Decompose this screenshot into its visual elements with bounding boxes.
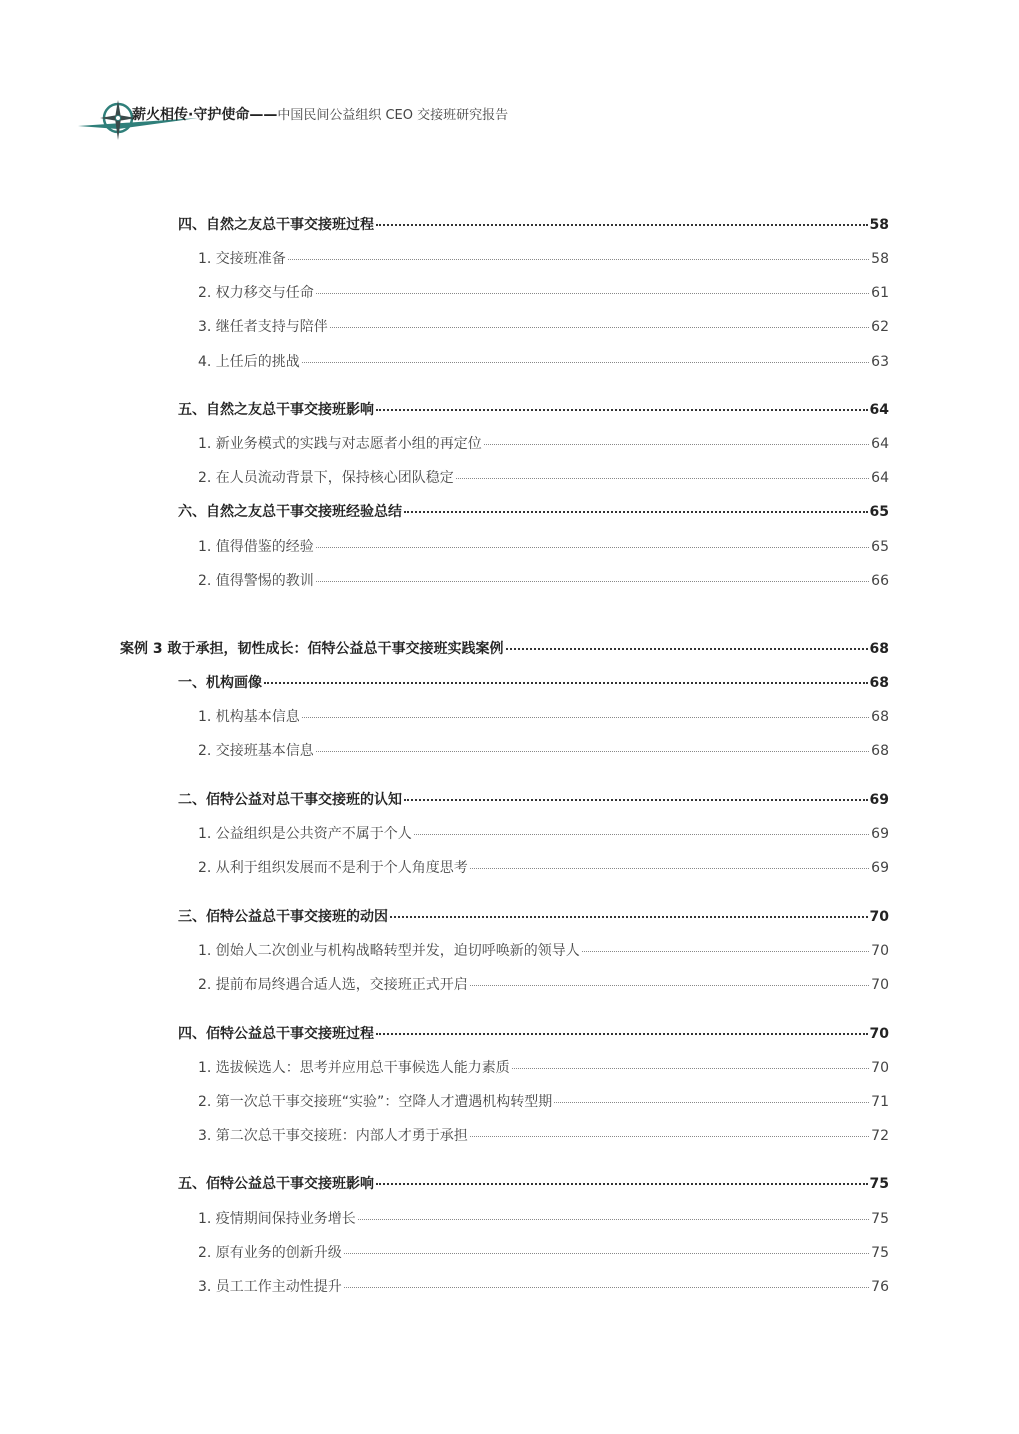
toc-entry-label: 3. 第二次总干事交接班：内部人才勇于承担: [198, 1128, 468, 1144]
toc-subsection-entry[interactable]: [198, 249, 889, 269]
toc-subsection-entry[interactable]: [198, 741, 889, 761]
toc-subsection-entry[interactable]: [198, 1092, 889, 1112]
toc-subsection-entry[interactable]: [198, 434, 889, 454]
toc-page-number: 72: [871, 1128, 889, 1144]
toc-section-entry[interactable]: [178, 1174, 889, 1194]
toc-page-number: 70: [871, 1060, 889, 1076]
toc-entry-label: 3. 继任者支持与陪伴: [198, 319, 328, 335]
toc-subsection-entry[interactable]: [198, 468, 889, 488]
toc-page-number: 68: [871, 743, 889, 759]
toc-entry-label: 2. 提前布局终遇合适人选，交接班正式开启: [198, 977, 468, 993]
dot-leader: [554, 1102, 869, 1103]
dot-leader: [358, 1219, 869, 1220]
toc-section-entry[interactable]: [178, 400, 889, 420]
dot-leader: [484, 444, 869, 445]
toc-page-number: 64: [869, 402, 889, 418]
dot-leader: [456, 478, 869, 479]
toc-entry-label: 1. 交接班准备: [198, 251, 286, 267]
toc-page-number: 69: [869, 792, 889, 808]
toc-entry-label: 二、佰特公益对总干事交接班的认知: [178, 792, 402, 808]
toc-page-number: 68: [869, 641, 889, 657]
dot-leader: [404, 511, 868, 513]
toc-subsection-entry[interactable]: [198, 858, 889, 878]
toc-entry-label: 1. 公益组织是公共资产不属于个人: [198, 826, 412, 842]
toc-section-entry[interactable]: [178, 673, 889, 693]
toc-page-number: 75: [871, 1211, 889, 1227]
toc-subsection-entry[interactable]: [198, 317, 889, 337]
dot-leader: [344, 1253, 869, 1254]
dot-leader: [404, 799, 868, 801]
toc-subsection-entry[interactable]: [198, 707, 889, 727]
toc-page-number: 70: [871, 943, 889, 959]
toc-entry-label: 1. 机构基本信息: [198, 709, 300, 725]
toc-page-number: 70: [869, 1026, 889, 1042]
dot-leader: [582, 951, 869, 952]
toc-entry-label: 四、佰特公益总干事交接班过程: [178, 1026, 374, 1042]
toc-entry-label: 1. 创始人二次创业与机构战略转型并发，迫切呼唤新的领导人: [198, 943, 580, 959]
dot-leader: [376, 1183, 868, 1185]
dot-leader: [390, 916, 868, 918]
dot-leader: [316, 293, 869, 294]
toc-section-entry[interactable]: [178, 215, 889, 235]
toc-entry-label: 4. 上任后的挑战: [198, 354, 300, 370]
toc-page-number: 68: [871, 709, 889, 725]
toc-section-entry[interactable]: [178, 907, 889, 927]
toc-subsection-entry[interactable]: [198, 1058, 889, 1078]
toc-page-number: 65: [869, 504, 889, 520]
toc-page-number: 75: [869, 1176, 889, 1192]
toc-page-number: 64: [871, 470, 889, 486]
toc-case-entry[interactable]: [120, 639, 889, 659]
toc-entry-label: 1. 值得借鉴的经验: [198, 539, 314, 555]
toc-page-number: 58: [869, 217, 889, 233]
toc-entry-label: 2. 值得警惕的教训: [198, 573, 314, 589]
toc-section-entry[interactable]: [178, 790, 889, 810]
toc-entry-label: 四、自然之友总干事交接班过程: [178, 217, 374, 233]
toc-entry-label: 一、机构画像: [178, 675, 262, 691]
toc-page-number: 66: [871, 573, 889, 589]
dot-leader: [302, 717, 869, 718]
toc-subsection-entry[interactable]: [198, 1126, 889, 1146]
toc-page-number: 69: [871, 860, 889, 876]
dot-leader: [264, 682, 868, 684]
dot-leader: [506, 648, 868, 650]
toc-entry-label: 五、自然之友总干事交接班影响: [178, 402, 374, 418]
toc-subsection-entry[interactable]: [198, 571, 889, 591]
toc-entry-label: 案例 3 敢于承担，韧性成长：佰特公益总干事交接班实践案例: [120, 641, 504, 657]
toc-subsection-entry[interactable]: [198, 941, 889, 961]
toc-page-number: 64: [871, 436, 889, 452]
toc-entry-label: 2. 权力移交与任命: [198, 285, 314, 301]
toc-page-number: 75: [871, 1245, 889, 1261]
toc-page-number: 71: [871, 1094, 889, 1110]
toc-section-entry[interactable]: [178, 502, 889, 522]
dot-leader: [288, 259, 869, 260]
dot-leader: [470, 868, 869, 869]
toc-page-number: 69: [871, 826, 889, 842]
toc-entry-label: 2. 原有业务的创新升级: [198, 1245, 342, 1261]
toc-entry-label: 1. 新业务模式的实践与对志愿者小组的再定位: [198, 436, 482, 452]
toc-entry-label: 三、佰特公益总干事交接班的动因: [178, 909, 388, 925]
page-header: [78, 96, 678, 152]
dot-leader: [376, 224, 868, 226]
dot-leader: [302, 362, 869, 363]
toc-page-number: 61: [871, 285, 889, 301]
toc-section-entry[interactable]: [178, 1024, 889, 1044]
dot-leader: [470, 1136, 869, 1137]
toc-page-number: 62: [871, 319, 889, 335]
dot-leader: [316, 581, 869, 582]
toc-subsection-entry[interactable]: [198, 824, 889, 844]
toc-entry-label: 1. 选拔候选人：思考并应用总干事候选人能力素质: [198, 1060, 510, 1076]
dot-leader: [414, 834, 869, 835]
toc-page-number: 70: [871, 977, 889, 993]
toc-page-number: 68: [869, 675, 889, 691]
toc-entry-label: 2. 交接班基本信息: [198, 743, 314, 759]
toc-entry-label: 2. 从利于组织发展而不是利于个人角度思考: [198, 860, 468, 876]
dot-leader: [316, 547, 869, 548]
report-title: 薪火相传·守护使命: [132, 107, 250, 123]
title-dash: ——: [249, 107, 278, 123]
toc-entry-label: 3. 员工工作主动性提升: [198, 1279, 342, 1295]
toc-subsection-entry[interactable]: [198, 1243, 889, 1263]
toc-entry-label: 五、佰特公益总干事交接班影响: [178, 1176, 374, 1192]
dot-leader: [376, 1033, 868, 1035]
header-title-line: [132, 104, 508, 124]
toc-subsection-entry[interactable]: [198, 537, 889, 557]
dot-leader: [344, 1287, 869, 1288]
dot-leader: [330, 327, 869, 328]
toc-subsection-entry[interactable]: [198, 1277, 889, 1297]
dot-leader: [512, 1068, 869, 1069]
toc-page-number: 65: [871, 539, 889, 555]
toc-entry-label: 2. 在人员流动背景下，保持核心团队稳定: [198, 470, 454, 486]
dot-leader: [470, 985, 869, 986]
toc-subsection-entry[interactable]: [198, 283, 889, 303]
toc-entry-label: 六、自然之友总干事交接班经验总结: [178, 504, 402, 520]
toc-subsection-entry[interactable]: [198, 352, 889, 372]
toc-entry-label: 1. 疫情期间保持业务增长: [198, 1211, 356, 1227]
dot-leader: [316, 751, 869, 752]
dot-leader: [376, 409, 868, 411]
toc-page-number: 70: [869, 909, 889, 925]
report-subtitle: 中国民间公益组织 CEO 交接班研究报告: [277, 108, 509, 123]
toc-page-number: 58: [871, 251, 889, 267]
toc-subsection-entry[interactable]: [198, 1209, 889, 1229]
toc-page-number: 63: [871, 354, 889, 370]
toc-entry-label: 2. 第一次总干事交接班“实验”：空降人才遭遇机构转型期: [198, 1094, 553, 1110]
toc-page-number: 76: [871, 1279, 889, 1295]
toc-subsection-entry[interactable]: [198, 975, 889, 995]
